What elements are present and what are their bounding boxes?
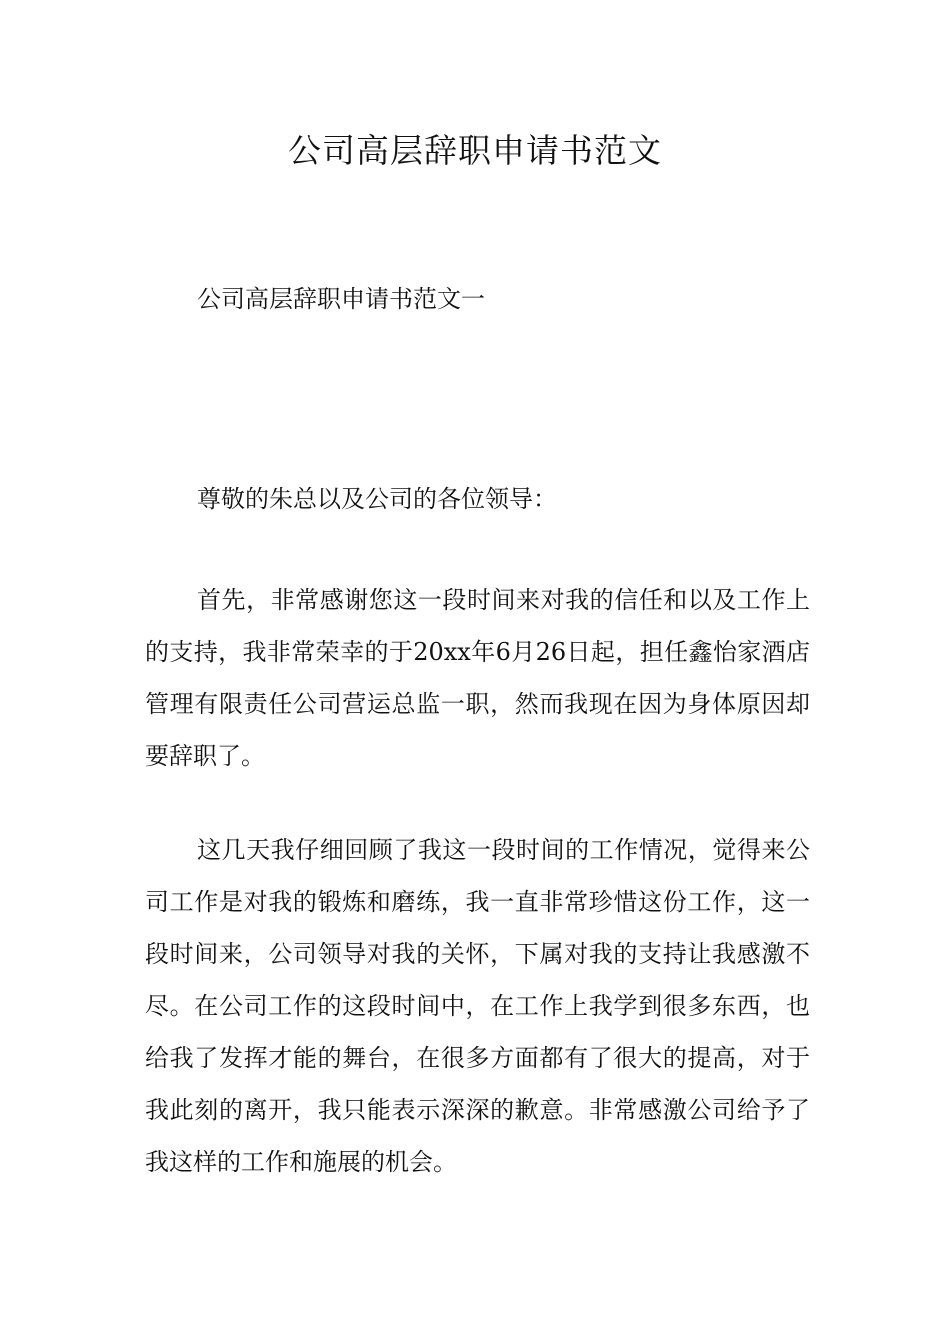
salutation: 尊敬的朱总以及公司的各位领导： [197,485,557,513]
section-heading: 公司高层辞职申请书范文一 [197,285,485,313]
body-paragraph-1: 首先，非常感谢您这一段时间来对我的信任和以及工作上的支持，我非常荣幸的于20xx年6月26日起，担任鑫怡家酒店管理有限责任公司营运总监一职，然而我现在因为身体原因却要辞职了。 [145,586,810,770]
body-paragraph-2: 这几天我仔细回顾了我这一段时间的工作情况，觉得来公司工作是对我的锻炼和磨练，我一直非常珍惜这份工作，这一段时间来，公司领导对我的关怀，下属对我的支持让我感激不尽。在公司工作的这段时间中，在工作上我学到很多东西，也给我了发挥才能的舞台，在很多方面都有了很大的提高，对于我此刻的离开，我只能表示深深的歉意。非常感激公司给予了我这样的工作和施展的机会。 [145,836,810,1176]
document-title: 公司高层辞职申请书范文 [288,131,662,170]
